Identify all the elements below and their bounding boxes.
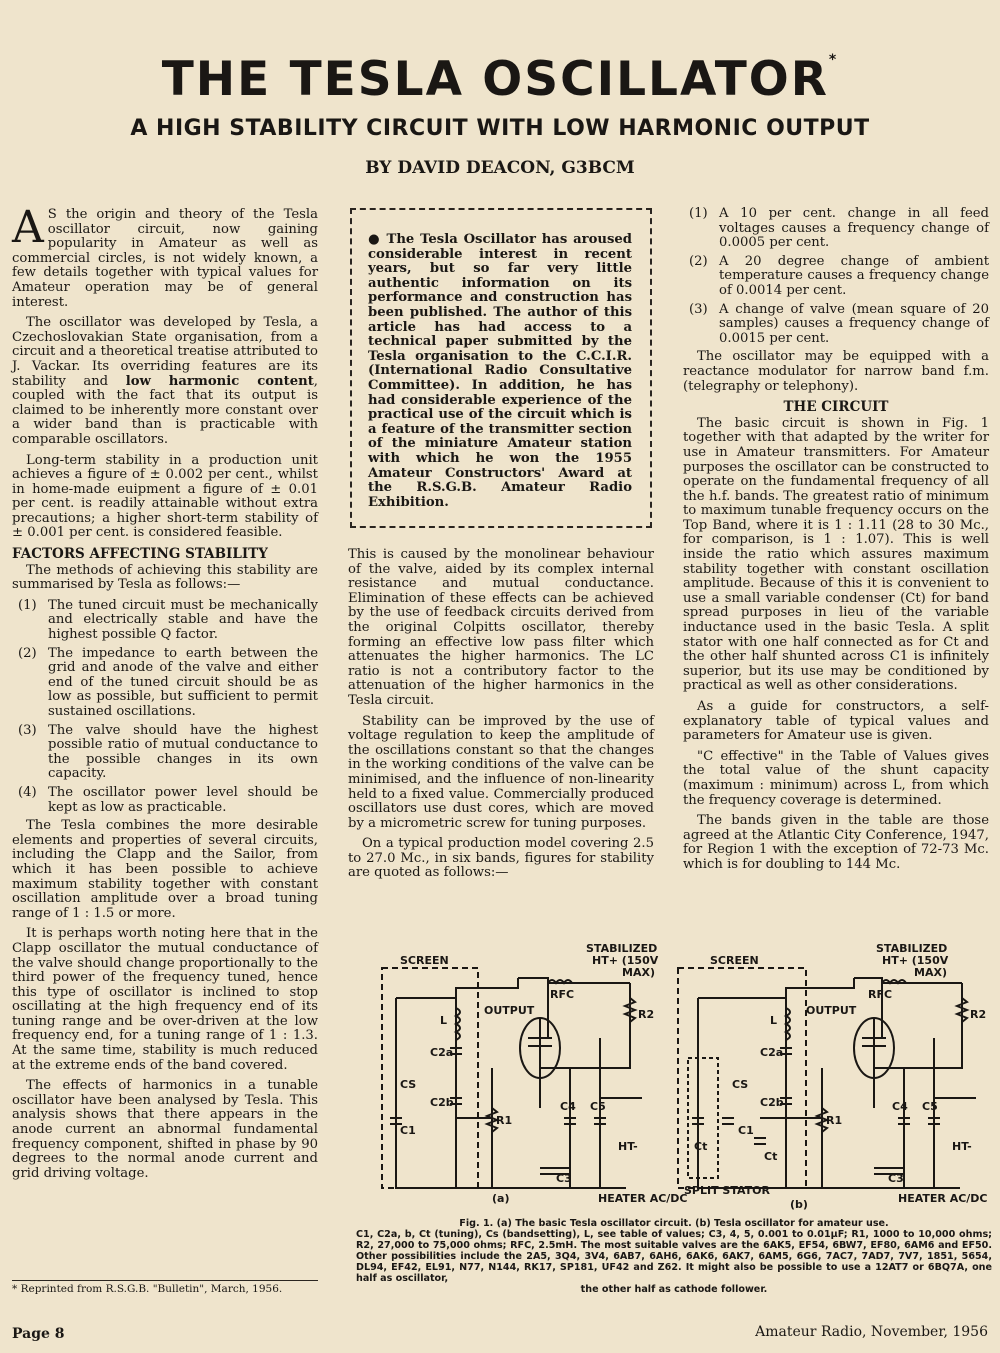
label-rfc-a: RFC	[550, 988, 575, 1001]
label-htminus-b: HT-	[952, 1140, 972, 1153]
label-stabilized-b: STABILIZED	[876, 942, 948, 955]
section-heading-circuit: THE CIRCUIT	[783, 399, 889, 416]
label-r1-a: R1	[496, 1114, 513, 1127]
label-c2a-a: C2a	[430, 1046, 454, 1059]
label-output-b: OUTPUT	[806, 1004, 857, 1017]
section-heading-factors: FACTORS AFFECTING STABILITY	[12, 546, 268, 563]
label-split-stator: SPLIT STATOR	[684, 1184, 770, 1197]
label-r1-b: R1	[826, 1114, 843, 1127]
title-footnote-mark: *	[828, 52, 839, 68]
column-1	[12, 202, 318, 1187]
article-byline: BY DAVID DEACON, G3BCM	[365, 158, 635, 178]
label-ct-b2: Ct	[764, 1150, 778, 1163]
label-c3-a: C3	[556, 1172, 572, 1185]
label-c4-a: C4	[560, 1100, 576, 1113]
list-item: (1) The tuned circuit must be mechanically and electrically stable and have the highest possible Q factor.	[18, 597, 318, 643]
list-item: (3) A change of valve (mean square of 20 samples) causes a frequency change of 0.0015 per cent.	[689, 301, 989, 346]
caption-line-1: Fig. 1. (a) The basic Tesla oscillator circuit. (b) Tesla oscillator for amateur use.	[459, 1218, 889, 1229]
paragraph: The methods of achieving this stability are summarised by Tesla as follows:—	[12, 562, 318, 593]
label-l-a: L	[440, 1014, 448, 1027]
label-max-b: MAX)	[914, 966, 947, 979]
label-cs-a: CS	[400, 1078, 417, 1091]
circuit-diagram	[360, 938, 990, 1218]
intro-paragraph: A S the origin and theory of the Tesla oscillator circuit, now gaining popularity in Amateur as well as commercial circles, is not widely known, a few details together with typical values for Amateur operation may be of general interest.	[12, 202, 318, 310]
stability-methods-list	[12, 599, 318, 815]
editorial-box-text: ● The Tesla Oscillator has aroused considerable interest in recent years, but so far very little authentic information on its performance and construction has been published. The author of this article has had access to a technical paper submitted by the Tesla organisation to the C.C.I.R. (International Radio Consultative Committee). In addition, he has had considerable experience of the practical use of the circuit which is a feature of the transmitter section of the miniature Amateur station with which he won the 1955 Amateur Constructors' Award at the R.S.G.B. Amateur Radio Exhibition.	[368, 232, 632, 510]
list-item: (2) The impedance to earth between the grid and anode of the valve and either end of the tuned circuit should be as low as possible, but sufficient to permit sustained oscillations.	[18, 645, 318, 719]
list-item: (4) The oscillator power level should be kept as low as practicable.	[18, 784, 318, 815]
label-r2-a: R2	[638, 1008, 655, 1021]
footnote: * Reprinted from R.S.G.B. "Bulletin", March, 1956.	[12, 1280, 318, 1296]
label-heater-a: HEATER AC/DC	[598, 1192, 688, 1205]
label-screen-b: SCREEN	[710, 954, 759, 967]
article-subtitle: A HIGH STABILITY CIRCUIT WITH LOW HARMONIC OUTPUT	[130, 116, 870, 141]
list-item: (2) A 20 degree change of ambient temperature causes a frequency change of 0.0014 per cent.	[689, 253, 989, 298]
label-ht-b: HT+ (150V	[882, 954, 949, 967]
figure-caption	[356, 1218, 992, 1295]
label-ct-b1: Ct	[694, 1140, 708, 1153]
label-c5-a: C5	[590, 1100, 606, 1113]
list-item: (3) The valve should have the highest possible ratio of mutual conductance to the possible changes in its own capacity.	[18, 722, 318, 782]
label-c1-a: C1	[400, 1124, 416, 1137]
paragraph: The oscillator may be equipped with a reactance modulator for narrow band f.m. (telegraphy or telephony).	[683, 349, 989, 394]
column-3	[683, 207, 989, 879]
label-c4-b: C4	[892, 1100, 908, 1113]
label-c2b-a: C2b	[430, 1096, 454, 1109]
paragraph: On a typical production model covering 2.5 to 27.0 Mc., in six bands, figures for stability are quoted as follows:—	[348, 836, 654, 881]
paragraph: The oscillator was developed by Tesla, a Czechoslovakian State organisation, from a circuit and a theoretical treatise attributed to J. Vackar. Its overriding features are its stability and low harmonic content, coupled with the fact that its output is claimed to be inherently more constant over a wider band than is practicable with comparable oscillators.	[12, 315, 318, 447]
label-cs-b: CS	[732, 1078, 749, 1091]
paragraph: The Tesla combines the more desirable elements and properties of several circuits, including the Clapp and the Sailor, from which it has been possible to achieve maximum stability together with constant oscillation amplitude over a broad tuning range of 1 : 1.5 or more.	[12, 818, 318, 921]
label-c2b-b: C2b	[760, 1096, 784, 1109]
paragraph: "C effective" in the Table of Values gives the total value of the shunt capacity (maximum : minimum) across L, from which the frequency coverage is determined.	[683, 748, 989, 808]
article-title: THE TESLA OSCILLATOR*	[161, 52, 839, 107]
label-c5-b: C5	[922, 1100, 938, 1113]
page-number: Page 8	[12, 1326, 65, 1342]
paragraph: Stability can be improved by the use of voltage regulation to keep the amplitude of the oscillations constant so that the changes in the working conditions of the valve can be minimised, and the influence of non-linearity held to a fixed value. Commercially produced oscillators use dust cores, which are moved by a micrometric screw for tuning purposes.	[348, 713, 654, 831]
label-ht-a: HT+ (150V	[592, 954, 659, 967]
label-max-a: MAX)	[622, 966, 655, 979]
paragraph: As a guide for constructors, a self-explanatory table of typical values and parameters for Amateur use is given.	[683, 699, 989, 744]
column-2	[348, 548, 654, 887]
paragraph: The basic circuit is shown in Fig. 1 together with that adapted by the writer for use in Amateur transmitters. For Amateur purposes the oscillator can be constructed to operate on the fundamental frequency of all the h.f. bands. The greatest ratio of minimum to maximum tunable frequency occurs on the Top Band, where it is 1 : 1.11 (28 to 30 Mc., for comparison, is 1 : 1.07). This is well inside the ratio which assures maximum stability together with constant oscillation amplitude. Because of this it is convenient to use a small variable condenser (Ct) for band spread purposes in lieu of the variable inductance used in the basic Tesla. A split stator with one half connected as for Ct and the other half shunted across C1 is infinitely superior, but its use may be conditioned by practical as well as other considerations.	[683, 415, 989, 694]
label-fig-a: (a)	[492, 1192, 510, 1205]
stability-figures-list	[683, 207, 989, 346]
label-r2-b: R2	[970, 1008, 987, 1021]
label-output-a: OUTPUT	[484, 1004, 535, 1017]
label-htminus-a: HT-	[618, 1140, 638, 1153]
label-heater-b: HEATER AC/DC	[898, 1192, 988, 1205]
label-stabilized-a: STABILIZED	[586, 942, 658, 955]
list-item: (1) A 10 per cent. change in all feed voltages causes a frequency change of 0.0005 per cent.	[689, 206, 989, 251]
label-l-b: L	[770, 1014, 778, 1027]
paragraph: It is perhaps worth noting here that in the Clapp oscillator the mutual conductance of the valve should change proportionally to the third power of the frequency tuned, hence this type of oscillator is inclined to stop oscillating at the high frequency end of its tuning range and be over-driven at the low frequency end, for a tuning range of 1 : 1.3. At the same time, stability is much reduced at the extreme ends of the band covered.	[12, 926, 318, 1073]
publication-reference: Amateur Radio, November, 1956	[755, 1324, 988, 1340]
drop-cap: A	[12, 202, 44, 253]
paragraph: The bands given in the table are those agreed at the Atlantic City Conference, 1947, for Region 1 with the exception of 72-73 Mc. which is for doubling to 144 Mc.	[683, 813, 989, 872]
label-screen-a: SCREEN	[400, 954, 449, 967]
caption-line-3: the other half as cathode follower.	[580, 1284, 768, 1295]
label-c2a-b: C2a	[760, 1046, 784, 1059]
label-c3-b: C3	[888, 1172, 904, 1185]
label-rfc-b: RFC	[868, 988, 893, 1001]
label-fig-b: (b)	[790, 1198, 808, 1211]
paragraph: This is caused by the monolinear behaviour of the valve, aided by its complex internal resistance and mutual conductance. Elimination of these effects can be achieved by the use of feedback circuits derived from the original Colpitts oscillator, thereby forming an effective low pass filter which attenuates the higher harmonics. The LC ratio is not a contributory factor to the attenuation of the higher harmonics in the Tesla circuit.	[348, 547, 654, 708]
caption-line-2: C1, C2a, b, Ct (tuning), Cs (bandsetting), L, see table of values; C3, 4, 5, 0.001 to 0.01μF; R1, 1000 to 10,000 ohms; R2, 27,000 to 75,000 ohms; RFC, 2.5mH. The most suitable valves are the 6AK5, EF54, 6BW7, EF80, 6AM6 and EF50. Other possibilities include the 2A5, 3Q4, 3V4, 6AB7, 6AH6, 6AK6, 6AK7, 6AM5, 6G6, 7AC7, 7AD7, 7V7, 1851, 5654, DL94, EF42, EL91, N77, N144, RK17, SP181, UF42 and Z62. It might also be possible to use a 12AT7 or 6BQ7A, one half as oscillator,	[356, 1229, 992, 1284]
paragraph: The effects of harmonics in a tunable oscillator have been analysed by Tesla. This analysis shows that there appears in the anode current an abnormal fundamental frequency component, shifted in phase by 90 degrees to the normal anode current and grid driving voltage.	[12, 1078, 318, 1181]
paragraph: Long-term stability in a production unit achieves a figure of ± 0.002 per cent., whilst in home-made euipment a figure of ± 0.01 per cent. is readily attainable without extra precautions; a higher short-term stability of ± 0.001 per cent. is considered feasible.	[12, 452, 318, 541]
label-c1-b: C1	[738, 1124, 754, 1137]
